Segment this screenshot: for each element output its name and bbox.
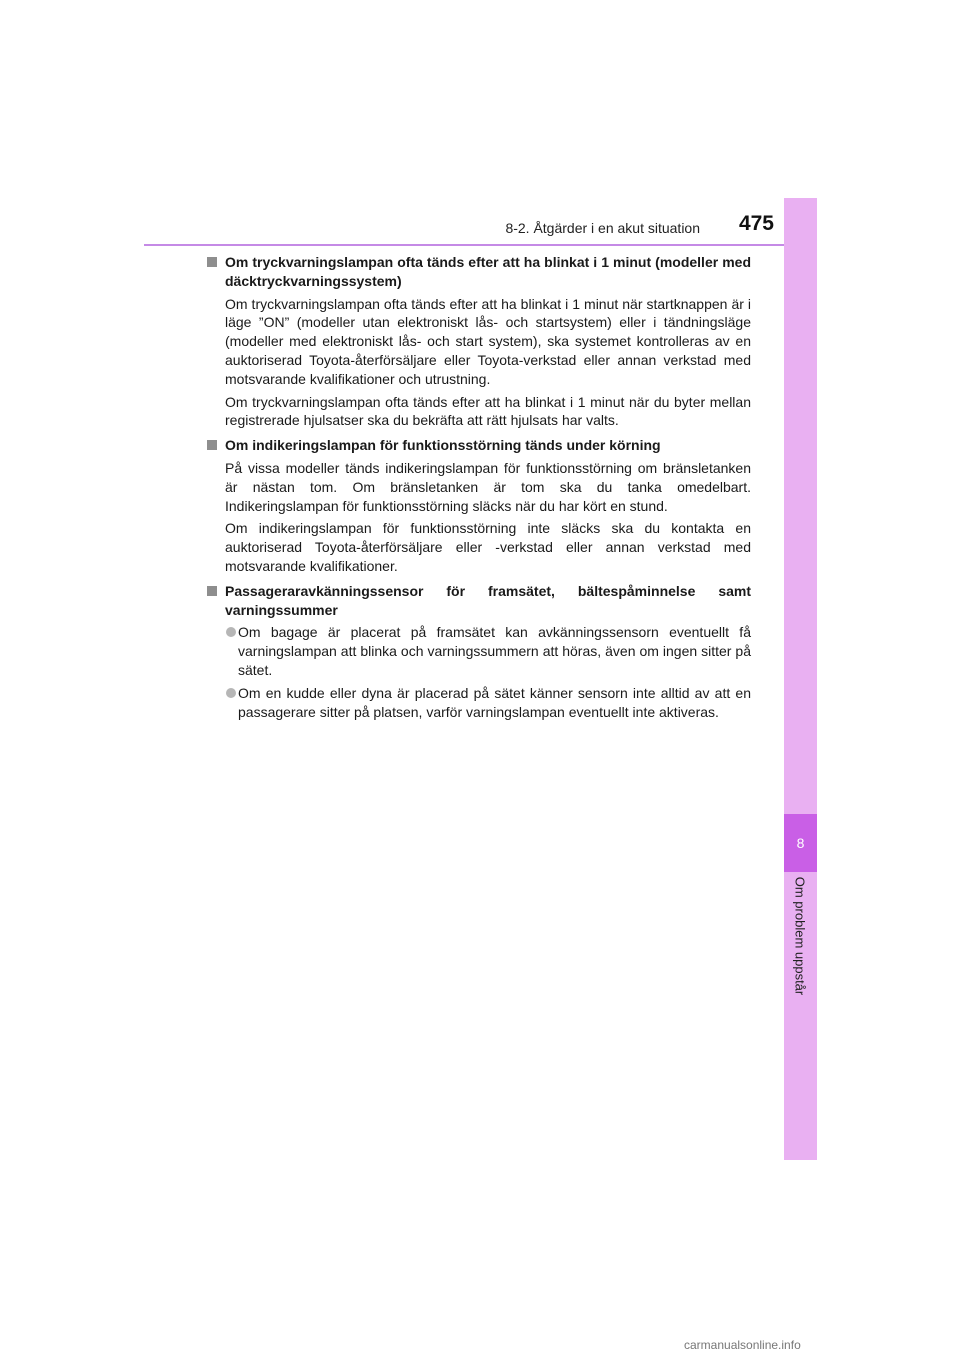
chapter-title: Om problem uppstår	[792, 876, 808, 996]
paragraph: Om tryckvarningslampan ofta tänds efter att ha blinkat i 1 minut när du byter mellan registrerade hjulsatser ska du bekräfta att rätt hjulsats har valts.	[225, 393, 751, 429]
square-bullet-icon	[207, 586, 217, 596]
section-title: Passageraravkänningssensor för framsätet, bältespåminnelse samt varningssummer	[210, 582, 751, 620]
paragraph: Om indikeringslampan för funktionsstörning inte släcks ska du kontakta en auktoriserad Toyota-återförsäljare eller -verkstad eller annan verkstad med motsvarande kvalifikationer.	[225, 520, 751, 574]
section-title: Om tryckvarningslampan ofta tänds efter att ha blinkat i 1 minut (modeller med däcktryckvarningssystem)	[210, 253, 751, 291]
section-tire-pressure-warning	[210, 253, 751, 430]
paragraph: Om tryckvarningslampan ofta tänds efter att ha blinkat i 1 minut när startknappen är i läge ”ON” (modeller utan elektroniskt lås- och startsystem) eller i tändningsläge (modeller med elektroniskt lås- och start system), ska systemet kontrolleras av en auktoriserad Toyota-återförsäljare eller Toyota-verkstad eller annan verkstad med motsvarande kvalifikationer och utrustning.	[225, 295, 751, 387]
paragraph: På vissa modeller tänds indikeringslampan för funktionsstörning om bränsletanken är nästan tom. Om bränsletanken är tom ska du tanka omedelbart. Indikeringslampan för funktionsstörning släcks när du har kört en stund.	[225, 459, 751, 514]
header-rule	[144, 244, 816, 246]
circle-bullet-icon	[226, 688, 236, 698]
watermark-link[interactable]: carmanualsonline.info	[684, 1338, 801, 1352]
list-item: Om en kudde eller dyna är placerad på sätet känner sensorn inte alltid av att en passagerare sitter på platsen, varför varningslampan eventuellt inte aktiveras.	[225, 684, 751, 722]
page-content	[210, 253, 751, 727]
chapter-side-tab	[784, 198, 817, 1160]
section-heading: 8-2. Åtgärder i en akut situation	[505, 220, 700, 236]
list-item: Om bagage är placerat på framsätet kan avkänningssensorn eventuellt få varningslampan att blinka och varningssummern att höras, även om ingen sitter på sätet.	[225, 623, 751, 679]
section-malfunction-indicator	[210, 436, 751, 576]
section-title: Om indikeringslampan för funktionsstörning tänds under körning	[210, 436, 751, 455]
square-bullet-icon	[207, 257, 217, 267]
square-bullet-icon	[207, 440, 217, 450]
page-number: 475	[738, 212, 774, 235]
chapter-number: 8	[784, 814, 817, 872]
section-passenger-sensor	[210, 582, 751, 722]
